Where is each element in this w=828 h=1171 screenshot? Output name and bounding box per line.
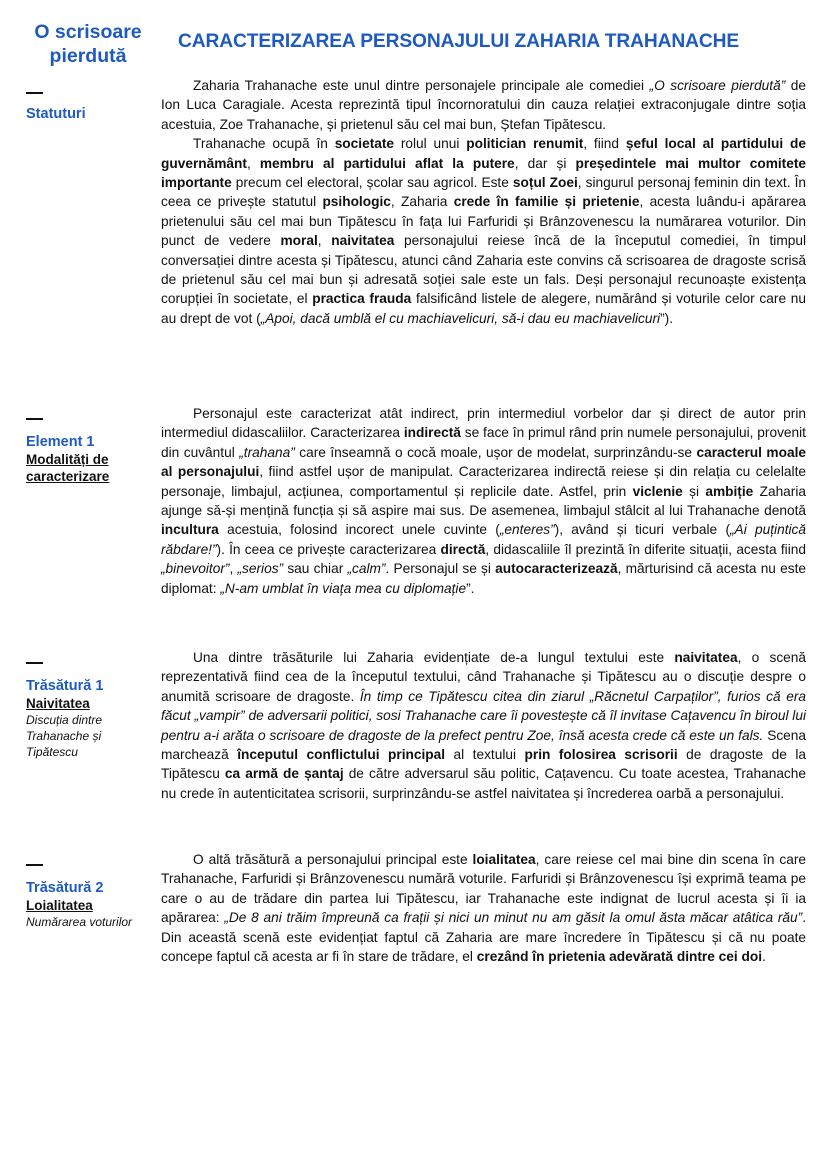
- text-run: precum cel electoral, școlar sau agricol. Este: [231, 175, 513, 191]
- bold-run: șeful local al partidului de guvernământ: [161, 136, 806, 171]
- text-run: de Ion Luca Caragiale. Acesta reprezintă tipul încornoratului din cauza relației extraconjugale dintre soția acestuia, Zoe Trahanache, și prietenul său cel mai bun, Ștefan Tipătescu.: [161, 78, 806, 132]
- sidebar-note: Numărarea voturilor: [26, 915, 133, 929]
- bold-run: crezând în prietenia adevărată dintre cei doi: [476, 949, 763, 965]
- text-run: , fiind: [583, 136, 626, 152]
- section-divider-dash: [26, 662, 43, 664]
- text-run: , didascaliile îl prezintă în diferite situații, acesta fiind: [485, 541, 806, 557]
- sidebar-element-1: [26, 433, 154, 485]
- bold-run: viclenie: [632, 483, 683, 499]
- text-run: Una dintre trăsăturile lui Zaharia evidențiate de-a lungul textului este: [193, 650, 675, 665]
- text-run: Zaharia ajunge să-și mențină funcția și să aspire mai sus. De asemenea, limbajul stâlcit al lui Trahanache denotă: [161, 483, 806, 519]
- text-run: ,: [229, 561, 238, 577]
- text-run: Scena marchează: [161, 727, 807, 763]
- bold-run: naivitatea: [674, 650, 738, 665]
- bold-run: societate: [334, 136, 395, 152]
- section-naivitatea: [161, 648, 806, 803]
- bold-run: indirectă: [403, 425, 461, 441]
- bold-run: loialitatea: [472, 852, 536, 867]
- bold-run: politician renumit: [466, 136, 584, 152]
- text-run: , mărturisind că acesta nu este diplomat:: [161, 561, 806, 596]
- sidebar-label: Statuturi: [26, 106, 86, 122]
- text-run: de dragoste de la Tipătescu: [161, 747, 806, 782]
- text-run: ”).: [660, 310, 674, 326]
- paragraph: [161, 134, 806, 328]
- bold-run: practica frauda: [312, 291, 412, 307]
- sidebar-trasatura-2: [26, 879, 154, 930]
- text-run: O altă trăsătură a personajului principal este: [193, 852, 473, 867]
- text-run: ”.: [466, 580, 475, 596]
- text-run: , care reiese cel mai bine din scena în care Trahanache, Farfuridi și Brânzovenescu numără voturile. Farfuridi și Brânzovenescu își exprimă teama pe care o au de trădare din partea lui Tipătescu, iar Trahanache este indignat de lucrul acesta și îi ia apărarea:: [161, 852, 806, 926]
- section-divider-dash: [26, 92, 43, 94]
- bold-run: psihologic: [322, 194, 391, 210]
- italic-run: „O scrisoare pierdută”: [649, 78, 786, 93]
- paragraph: [161, 404, 806, 598]
- text-run: . Personajul se și: [385, 561, 496, 577]
- document-title: O scrisoare pierdută: [34, 21, 142, 67]
- bold-run: directă: [440, 541, 486, 557]
- sidebar-label: Trăsătură 1: [26, 678, 104, 694]
- section-loialitatea: [161, 850, 806, 966]
- text-run: ,: [317, 233, 332, 249]
- sidebar-label: Element 1: [26, 434, 95, 450]
- text-run: . Din această scenă este evidențiat faptul că Zaharia are mare încredere în Tipătescu și că nu poate concepe faptul că acesta ar fi în stare de trădare, el: [161, 910, 806, 965]
- italic-run: „serios”: [237, 561, 284, 577]
- text-run: Trahanache ocupă în: [193, 136, 335, 152]
- bold-run: ca armă de șantaj: [224, 766, 344, 782]
- sidebar-sublabel: Modalități de caracterizare: [26, 452, 110, 484]
- text-run: și: [682, 483, 706, 499]
- paragraph: [161, 76, 806, 134]
- section-statuturi: [161, 76, 806, 328]
- text-run: ,: [246, 155, 260, 171]
- text-run: acestuia, folosind incorect unele cuvinte (: [218, 522, 500, 538]
- bold-run: moral: [280, 233, 318, 249]
- text-run: ). În ceea ce privește caracterizarea: [216, 541, 441, 557]
- text-run: de către adversarul său politic, Cațavencu. Cu toate acestea, Trahanache nu crede în autenticitatea scrisorii, surprinzându-se astfel naivitatea și încrederea oarbă a personajului.: [161, 766, 807, 801]
- italic-run: În timp ce Tipătescu citea din ziarul „Răcnetul Carpaților”, furios că era făcut „vampir” de adversarii politici, sosi Trahanache care îi povestește că îl invitase Cațavencu în biroul lui pentru a-i arăta o scrisoare de dragoste de la prefect pentru Zoe, însă acesta crede că este un fals.: [161, 688, 806, 743]
- text-run: Zaharia Trahanache este unul dintre personajele principale ale comediei: [193, 78, 650, 93]
- section-modalitati: [161, 404, 806, 598]
- bold-run: ambiție: [705, 483, 754, 499]
- bold-run: începutul conflictului principal: [237, 747, 446, 763]
- text-run: , acesta luându-i apărarea prietenului său cel mai bun Tipătescu în fața lui Farfuridi și Brânzovenescu la numărarea voturilor. Din punct de vedere: [161, 194, 806, 249]
- paragraph: [161, 850, 806, 966]
- text-run: personajului reiese încă de la începutul comediei, în timpul conversației dintre acesta și Tipătescu, atunci când Zaharia este convins că scrisoarea de dragoste scrisă de prietenul său cel mai bun și adresată soției sale este un fals. Deși personajul recunoaște existența corupției în societate, el: [161, 233, 807, 307]
- bold-run: soțul Zoei: [512, 175, 578, 191]
- text-run: ), având și ticuri verbale (: [554, 522, 730, 538]
- text-run: .: [762, 949, 766, 965]
- italic-run: „trahana”: [239, 444, 295, 460]
- text-run: rolul unui: [394, 136, 467, 152]
- bold-run: membru al partidului aflat la putere: [259, 155, 515, 171]
- text-run: se face în primul rând prin numele personajului, provenit din cuvântul: [161, 425, 806, 460]
- italic-run: „calm”: [347, 561, 386, 577]
- italic-run: „N-am umblat în viața mea cu diplomație: [220, 580, 467, 596]
- page-title: CARACTERIZAREA PERSONAJULUI ZAHARIA TRAHANACHE: [178, 31, 740, 52]
- section-divider-dash: [26, 418, 43, 420]
- sidebar-label: Trăsătură 2: [26, 880, 104, 896]
- sidebar-sublabel: Naivitatea: [26, 696, 90, 711]
- sidebar-trasatura-1: [26, 677, 154, 760]
- paragraph: [161, 648, 806, 803]
- bold-run: autocaracterizează: [495, 561, 618, 577]
- text-run: falsificând listele de alegere, numărând și voturile celor care nu au drept de vot (: [161, 291, 806, 326]
- sidebar-note: Discuția dintre Trahanache și Tipătescu: [26, 713, 103, 759]
- italic-run: „De 8 ani trăim împreună ca frații și nici un minut nu am găsit la omul ăsta măcar atâtica rău”: [224, 910, 803, 926]
- italic-run: „Ai puțintică răbdare!”: [161, 522, 807, 557]
- italic-run: „enteres”: [499, 522, 555, 538]
- sidebar-sublabel: Loialitatea: [26, 898, 93, 913]
- text-run: Personajul este caracterizat atât indirect, prin intermediul vorbelor dar și direct de autor prin intermediul didascaliilor. Caracterizarea: [161, 406, 806, 441]
- text-run: al textului: [445, 747, 525, 763]
- italic-run: „binevoitor”: [161, 561, 230, 577]
- text-run: sau chiar: [283, 561, 348, 577]
- text-run: , o scenă reprezentativă fiind cea de la începutul textului, când Trahanache și Tipătescu au o discuție despre o anumită scrisoare de dragoste.: [161, 650, 806, 704]
- bold-run: naivitatea: [331, 233, 395, 249]
- bold-run: crede în familie și prietenie: [453, 194, 640, 210]
- sidebar-statuturi: [26, 105, 154, 123]
- bold-run: incultura: [161, 522, 219, 538]
- bold-run: caracterul moale al personajului: [161, 444, 806, 480]
- text-run: , dar și: [514, 155, 576, 171]
- text-run: , fiind astfel ușor de manipulat. Caracterizarea indirectă reiese și din relația cu celelalte personaje, limbajul, acțiunea, comportamentul și replicile date. Astfel, prin: [161, 464, 806, 499]
- text-run: , singurul personaj feminin din text. În ceea ce privește statutul: [161, 175, 806, 210]
- section-divider-dash: [26, 864, 43, 866]
- bold-run: președintele mai multor comitete importante: [161, 155, 807, 191]
- text-run: , Zaharia: [390, 194, 454, 210]
- italic-run: „Apoi, dacă umblă el cu machiavelicuri, să-i dau eu machiavelicuri: [260, 310, 661, 326]
- text-run: care înseamnă o cocă moale, ușor de modelat, surprinzându-se: [294, 444, 697, 460]
- bold-run: prin folosirea scrisorii: [524, 747, 678, 763]
